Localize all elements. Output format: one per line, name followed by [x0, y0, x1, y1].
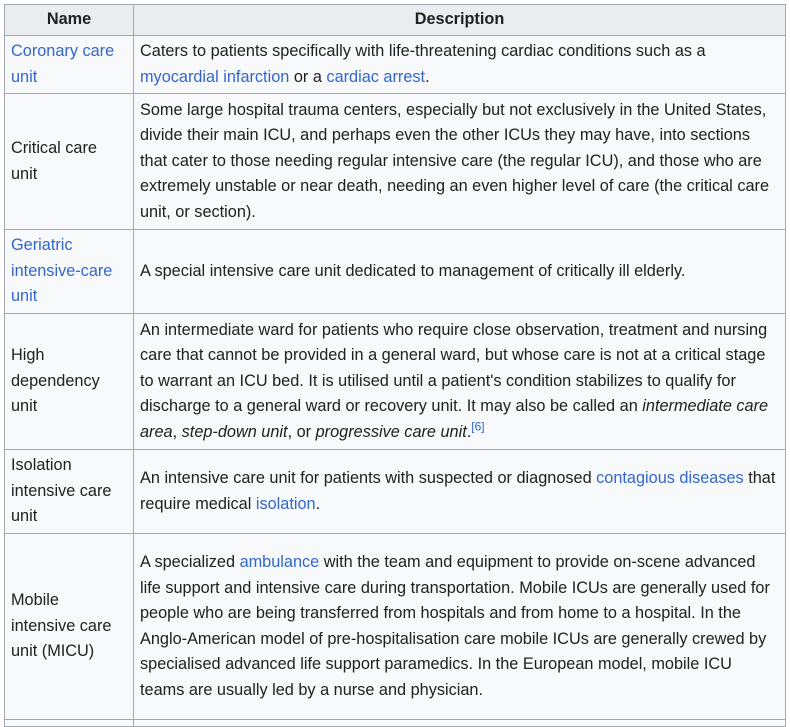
description-cell — [134, 36, 786, 94]
name-cell — [5, 314, 134, 450]
icu-types-table — [4, 4, 786, 727]
table-header-row — [5, 5, 786, 36]
description-text: , or — [287, 423, 316, 442]
description-cell — [134, 314, 786, 450]
description-cell — [134, 450, 786, 534]
description-text: with the team and equipment to provide on-scene advanced life support and intensive care during transportation. Mobile ICUs are generally used for people who are being transferred from hospitals and from home to a hospital. In the Anglo-American model of pre-hospitalisation care mobile ICUs are generally crewed by specialised advanced life support paramedics. In the European model, mobile ICU teams are usually led by a nurse and physician. — [140, 552, 770, 699]
contagious-diseases-link[interactable]: contagious diseases — [596, 469, 744, 488]
description-text: Some large hospital trauma centers, especially but not exclusively in the United States, divide their main ICU, and perhaps even the other ICUs they may have, into sections that cater to those needing regular intensive care (the regular ICU), and those who are extremely unstable or near death, needing an even higher level of care (the critical care unit, or section). — [140, 100, 769, 222]
description-text: . — [315, 494, 321, 513]
column-header-description[interactable]: Description — [134, 5, 786, 36]
critical-care-unit-name: Critical care unit — [11, 139, 97, 183]
description-cell — [134, 94, 786, 230]
isolation-intensive-care-unit-name: Isolation intensive care unit — [11, 456, 112, 526]
name-cell — [5, 94, 134, 230]
description-text: . — [425, 67, 430, 86]
name-cell — [5, 450, 134, 534]
mobile-intensive-care-unit-name: Mobile intensive care unit (MICU) — [11, 591, 112, 661]
name-cell — [5, 230, 134, 314]
name-cell — [5, 720, 134, 727]
name-cell — [5, 534, 134, 720]
description-text: A special intensive care unit dedicated to management of critically ill elderly. — [140, 261, 686, 280]
description-cell — [134, 534, 786, 720]
table-row — [5, 94, 786, 230]
coronary-care-unit-link[interactable]: Coronary care unit — [11, 42, 115, 86]
ambulance-link[interactable]: ambulance — [239, 552, 320, 571]
table-row — [5, 450, 786, 534]
description-cell — [134, 720, 786, 727]
high-dependency-unit-name: High dependency unit — [11, 346, 100, 416]
description-cell — [134, 230, 786, 314]
table-row — [5, 230, 786, 314]
geriatric-intensive-care-unit-link[interactable]: Geriatric intensive-care unit — [11, 236, 113, 306]
description-text: A specialized — [140, 552, 240, 571]
table-row-partial — [5, 720, 786, 727]
reference-superscript — [471, 420, 484, 434]
description-text: , — [172, 423, 182, 442]
description-text: that require medical — [140, 469, 776, 513]
description-text: Caters to patients specifically with life-threatening cardiac conditions such as a — [140, 42, 706, 60]
cardiac-arrest-link[interactable]: cardiac arrest — [326, 67, 426, 86]
description-text: An intensive care unit for patients with suspected or diagnosed — [140, 469, 597, 488]
name-cell — [5, 36, 134, 94]
myocardial-infarction-link[interactable]: myocardial infarction — [140, 67, 290, 86]
description-text: or a — [289, 67, 327, 86]
emphasis-text: step-down unit — [181, 423, 288, 442]
description-text: . — [466, 423, 472, 442]
isolation-link[interactable]: isolation — [255, 494, 316, 513]
table-row — [5, 36, 786, 94]
description-text: An intermediate ward for patients who require close observation, treatment and nursing care that cannot be provided in a general ward, but whose care is not at a critical stage to warrant an ICU bed. It is utilised until a patient's condition stabilizes to qualify for discharge to a general ward or recovery unit. It may also be called an — [140, 320, 768, 416]
column-header-name[interactable]: Name — [5, 5, 134, 36]
table-row — [5, 314, 786, 450]
emphasis-text: progressive care unit — [315, 423, 467, 442]
table-row — [5, 534, 786, 720]
reference-6-link[interactable]: [6] — [471, 419, 485, 434]
emphasis-text: intermediate care area — [140, 397, 769, 442]
